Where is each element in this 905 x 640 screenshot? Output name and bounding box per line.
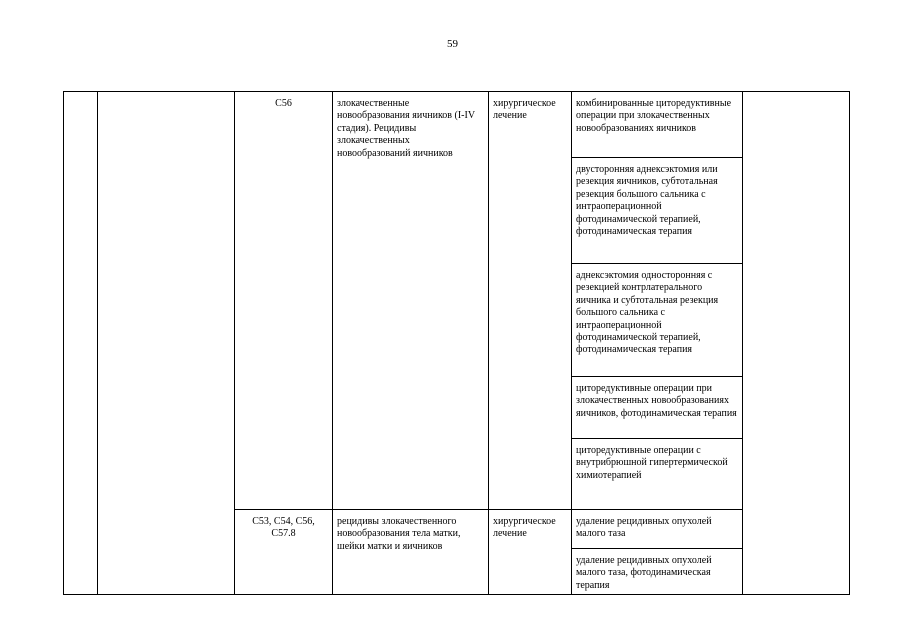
method-cell: двусторонняя аднексэктомия или резекция яичников, субтотальная резекция большого сальника с интраоперационной фотодинамической терапией, фотодинамическая терапия <box>572 158 743 264</box>
empty-cell <box>743 92 850 595</box>
code-cell: C53, C54, C56, C57.8 <box>235 510 333 595</box>
method-cell: циторедуктивные операции с внутрибрюшной гипертермической химиотерапией <box>572 439 743 510</box>
table-row <box>64 92 850 158</box>
method-cell: удаление рецидивных опухолей малого таза <box>572 510 743 549</box>
method-cell: циторедуктивные операции при злокачественных новообразованиях яичников, фотодинамическая терапия <box>572 377 743 439</box>
method-cell: удаление рецидивных опухолей малого таза, фотодинамическая терапия <box>572 549 743 595</box>
empty-cell <box>98 92 235 595</box>
treatment-cell: хирургическое лечение <box>489 510 572 595</box>
diagnosis-cell: злокачественные новообразования яичников (I-IV стадия). Рецидивы злокачественных новообразований яичников <box>333 92 489 510</box>
method-cell: аднексэктомия односторонняя с резекцией контрлатерального яичника и субтотальная резекция большого сальника с интраоперационной фотодинамической терапией, фотодинамическая терапия <box>572 264 743 377</box>
treatment-cell: хирургическое лечение <box>489 92 572 510</box>
diagnosis-cell: рецидивы злокачественного новообразования тела матки, шейки матки и яичников <box>333 510 489 595</box>
method-cell: комбинированные циторедуктивные операции при злокачественных новообразованиях яичников <box>572 92 743 158</box>
treatment-table <box>63 91 850 595</box>
page-number: 59 <box>447 38 458 50</box>
empty-cell <box>64 92 98 595</box>
code-cell: C56 <box>235 92 333 510</box>
